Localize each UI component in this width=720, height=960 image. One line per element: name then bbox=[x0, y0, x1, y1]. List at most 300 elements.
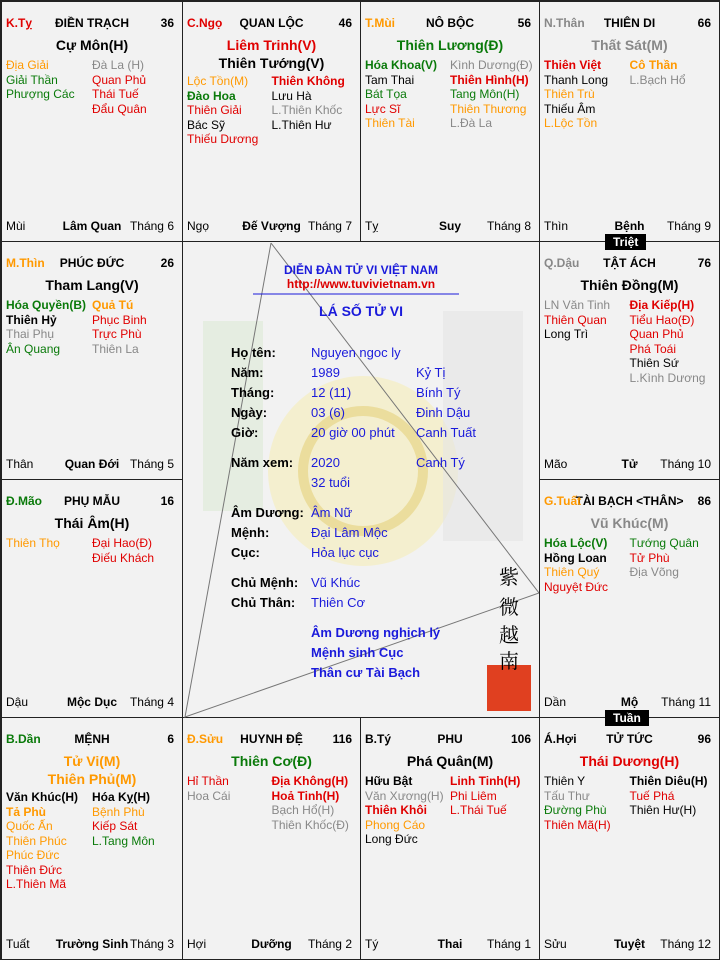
info-row bbox=[231, 475, 531, 491]
palace-cell[interactable] bbox=[182, 1, 361, 242]
info-row bbox=[231, 345, 531, 361]
palace-footer bbox=[544, 695, 715, 709]
star-item: Hóa Khoa(V) bbox=[365, 58, 437, 72]
star-item: Đào Hoa bbox=[187, 88, 236, 103]
palace-header bbox=[544, 256, 715, 272]
triet-tag: Triệt bbox=[605, 234, 646, 250]
palace-footer bbox=[187, 219, 356, 233]
palace-cell[interactable] bbox=[1, 241, 183, 480]
star-item: Đại Hao(Đ) bbox=[92, 536, 153, 550]
star-item: Thai Phụ bbox=[6, 327, 55, 341]
main-star: Thái Dương(H) bbox=[579, 753, 680, 769]
palace-month: Tháng 6 bbox=[129, 219, 174, 233]
info-value: 1989 bbox=[311, 365, 340, 380]
palace-header bbox=[187, 732, 356, 748]
palace-cell[interactable] bbox=[360, 717, 540, 960]
minor-stars-right bbox=[630, 774, 716, 818]
info-label: Giờ: bbox=[231, 425, 259, 440]
star-item: Thiên Thương bbox=[450, 101, 527, 116]
info-value-2: Canh Tuất bbox=[416, 425, 476, 440]
main-stars bbox=[540, 752, 719, 770]
star-item: Hoả Tinh(H) bbox=[271, 788, 340, 803]
star-item: Thiếu Âm bbox=[544, 101, 596, 116]
star-item: Thiên Khốc(Đ) bbox=[271, 817, 349, 832]
star-item: Thiên La bbox=[92, 341, 139, 356]
info-row bbox=[231, 425, 531, 441]
palace-cell[interactable] bbox=[539, 717, 720, 960]
main-star: Thiên Cơ(Đ) bbox=[231, 753, 312, 769]
life-stage: Mộc Dục bbox=[66, 695, 117, 709]
info-value: 12 (11) bbox=[311, 385, 352, 400]
palace-footer bbox=[365, 219, 535, 233]
minor-stars-left bbox=[544, 58, 630, 131]
star-item: Thiên Diêu(H) bbox=[629, 774, 708, 788]
info-value: Âm Nữ bbox=[311, 505, 353, 520]
star-item: Phong Cáo bbox=[365, 817, 426, 832]
star-item: Ân Quang bbox=[6, 341, 61, 356]
main-star: Cự Môn(H) bbox=[55, 37, 129, 53]
info-label: Chủ Thân: bbox=[231, 595, 296, 610]
palace-branch: Thân bbox=[6, 457, 34, 471]
info-label: Năm: bbox=[231, 365, 264, 380]
minor-stars-left bbox=[187, 74, 272, 147]
palace-header bbox=[544, 732, 715, 748]
minor-stars-left bbox=[6, 58, 92, 102]
info-value: 03 (6) bbox=[311, 405, 345, 420]
star-item: Thiên Sứ bbox=[629, 356, 679, 370]
palace-cell[interactable] bbox=[182, 717, 361, 960]
palace-name: TẬT ÁCH bbox=[603, 256, 656, 270]
palace-stem: B.Dần bbox=[6, 732, 41, 746]
minor-stars-left bbox=[365, 774, 450, 847]
seal-character: 微 bbox=[499, 595, 519, 619]
palace-footer bbox=[187, 937, 356, 951]
palace-stem: Q.Dậu bbox=[544, 256, 580, 270]
info-row bbox=[231, 405, 531, 421]
minor-stars-left bbox=[6, 790, 92, 892]
minor-stars-right bbox=[272, 774, 357, 832]
palace-number: 36 bbox=[160, 16, 174, 30]
minor-stars-left bbox=[544, 298, 630, 342]
minor-stars-left bbox=[6, 536, 92, 551]
palace-month: Tháng 4 bbox=[129, 695, 174, 709]
star-item: Địa Không(H) bbox=[271, 774, 349, 788]
minor-stars-right bbox=[92, 298, 178, 356]
star-item: Thiên Trù bbox=[544, 87, 595, 101]
main-stars bbox=[540, 276, 719, 294]
star-item: L.Thái Tuế bbox=[450, 803, 507, 817]
palace-number: 106 bbox=[510, 732, 531, 746]
palace-month: Tháng 12 bbox=[660, 937, 711, 951]
palace-cell[interactable] bbox=[1, 479, 183, 718]
main-star: Thiên Phủ(M) bbox=[47, 771, 137, 787]
info-row bbox=[231, 505, 531, 521]
star-item: Thiên Tài bbox=[365, 116, 415, 130]
main-star: Tham Lang(V) bbox=[45, 277, 139, 293]
seal-character: 紫 bbox=[499, 565, 519, 589]
info-value: Nguyen ngoc ly bbox=[311, 345, 401, 360]
palace-stem: K.Tỵ bbox=[6, 16, 33, 30]
info-value: Thiên Cơ bbox=[311, 595, 366, 610]
minor-stars-right bbox=[272, 74, 357, 132]
star-item: Nguyệt Đức bbox=[544, 579, 609, 594]
star-item: Thiên Không bbox=[271, 74, 345, 88]
palace-name: PHỤ MẪU bbox=[64, 494, 120, 508]
palace-name: THIÊN DI bbox=[603, 16, 656, 30]
info-label: Âm Dương: bbox=[231, 505, 304, 520]
palace-cell[interactable] bbox=[539, 1, 720, 242]
minor-stars-left bbox=[544, 536, 630, 594]
star-item: L.Kình Dương bbox=[629, 370, 706, 385]
info-label: Mệnh: bbox=[231, 525, 270, 540]
info-value-2: Bính Tý bbox=[416, 385, 461, 400]
star-item: Thiên Mã(H) bbox=[544, 817, 611, 832]
star-item: Thanh Long bbox=[544, 72, 609, 87]
minor-stars-left bbox=[544, 774, 630, 832]
star-item: Trực Phù bbox=[92, 327, 142, 341]
palace-month: Tháng 10 bbox=[660, 457, 711, 471]
info-row bbox=[231, 385, 531, 401]
star-item: Địa Kiếp(H) bbox=[629, 298, 695, 312]
palace-month: Tháng 1 bbox=[486, 937, 531, 951]
star-item: Lộc Tồn(M) bbox=[187, 74, 249, 88]
star-item: Tiểu Hao(Đ) bbox=[629, 312, 695, 327]
info-row bbox=[231, 595, 531, 611]
star-item: Tả Phù bbox=[6, 804, 47, 819]
star-item: L.Thiên Hư bbox=[271, 117, 332, 132]
minor-stars-right bbox=[450, 774, 535, 818]
palace-footer bbox=[6, 937, 178, 951]
palace-month: Tháng 11 bbox=[661, 695, 711, 709]
palace-name: PHU bbox=[437, 732, 463, 746]
palace-month: Tháng 2 bbox=[307, 937, 352, 951]
main-star: Vũ Khúc(M) bbox=[590, 515, 669, 531]
palace-stem: Á.Hợi bbox=[544, 732, 577, 746]
palace-number: 26 bbox=[160, 256, 174, 270]
star-item: L.Bạch Hổ bbox=[629, 72, 686, 87]
seal-character: 南 bbox=[499, 649, 519, 673]
star-item: Địa Võng bbox=[629, 565, 679, 579]
info-label: Tháng: bbox=[231, 385, 275, 400]
palace-name: HUYNH ĐỆ bbox=[240, 732, 303, 746]
main-star: Thiên Đồng(M) bbox=[580, 277, 679, 293]
palace-footer bbox=[365, 937, 535, 951]
palace-branch: Dần bbox=[544, 695, 567, 709]
star-item: Thái Tuế bbox=[92, 87, 139, 101]
star-item: Thiên Phúc bbox=[6, 833, 67, 848]
palace-number: 16 bbox=[160, 494, 174, 508]
minor-stars-right bbox=[450, 58, 535, 131]
palace-footer bbox=[6, 457, 178, 471]
minor-stars-right bbox=[630, 536, 716, 580]
info-label: Họ tên: bbox=[231, 345, 276, 360]
chart-title: LÁ SỐ TỬ VI bbox=[319, 303, 403, 319]
star-item: Đẩu Quân bbox=[92, 101, 147, 116]
star-item: Thiên Hình(H) bbox=[450, 72, 529, 87]
palace-header bbox=[544, 494, 715, 510]
star-item: Hỉ Thần bbox=[187, 774, 229, 788]
minor-stars-right bbox=[92, 58, 178, 116]
star-item: L.Đà La bbox=[450, 116, 493, 130]
life-stage: Bệnh bbox=[614, 219, 645, 233]
palace-footer bbox=[544, 457, 715, 471]
main-stars bbox=[2, 514, 182, 532]
palace-stem: T.Mùi bbox=[365, 16, 395, 30]
palace-branch: Mùi bbox=[6, 219, 26, 233]
palace-number: 96 bbox=[697, 732, 711, 746]
star-item: Hóa Lộc(V) bbox=[544, 536, 608, 550]
main-stars bbox=[2, 752, 182, 788]
palace-cell[interactable] bbox=[1, 717, 183, 960]
star-item: L.Thiên Khốc bbox=[271, 103, 343, 117]
palace-branch: Tuất bbox=[6, 937, 30, 951]
main-star: Thất Sát(M) bbox=[591, 37, 668, 53]
star-item: Bạch Hổ(H) bbox=[271, 803, 335, 817]
forum-name: DIỄN ĐÀN TỬ VI VIỆT NAM bbox=[284, 263, 438, 277]
forum-url[interactable]: http://www.tuvivietnam.vn bbox=[286, 277, 436, 291]
palace-branch: Tý bbox=[365, 937, 379, 951]
palace-stem: B.Tý bbox=[365, 732, 392, 746]
info-value: 2020 bbox=[311, 455, 340, 470]
palace-footer bbox=[6, 219, 178, 233]
star-item: Thiếu Dương bbox=[187, 132, 259, 146]
star-item: Long Đức bbox=[365, 832, 418, 846]
palace-cell[interactable] bbox=[1, 1, 183, 242]
seal-character: 越 bbox=[499, 623, 519, 647]
star-item: Văn Khúc(H) bbox=[6, 790, 78, 804]
star-item: Phi Liêm bbox=[450, 788, 497, 803]
star-item: Thiên Việt bbox=[544, 58, 602, 72]
info-label: Chủ Mệnh: bbox=[231, 575, 299, 590]
palace-stem: G.Tuất bbox=[544, 494, 582, 508]
star-item: Hồng Loan bbox=[544, 550, 607, 565]
info-value: Hỏa lục cục bbox=[311, 545, 379, 560]
palace-month: Tháng 3 bbox=[129, 937, 174, 951]
palace-footer bbox=[6, 695, 178, 709]
star-item: LN Văn Tinh bbox=[544, 298, 611, 312]
palace-header bbox=[365, 16, 535, 32]
star-item: Kình Dương(Đ) bbox=[450, 58, 533, 72]
main-star: Thái Âm(H) bbox=[54, 515, 130, 531]
palace-month: Tháng 8 bbox=[486, 219, 531, 233]
palace-branch: Ngọ bbox=[187, 219, 210, 233]
star-item: L.Thiên Mã bbox=[6, 877, 67, 891]
main-stars bbox=[540, 514, 719, 532]
main-stars bbox=[2, 36, 182, 54]
life-stage: Thai bbox=[437, 937, 463, 951]
star-item: Thiên Khôi bbox=[365, 803, 427, 817]
palace-month: Tháng 7 bbox=[307, 219, 352, 233]
info-value: 32 tuổi bbox=[311, 475, 351, 490]
star-item: Thiên Hỷ bbox=[6, 312, 57, 327]
palace-number: 86 bbox=[697, 494, 711, 508]
star-item: Địa Giải bbox=[6, 58, 49, 72]
star-item: Tuế Phá bbox=[629, 788, 675, 803]
palace-header bbox=[6, 732, 178, 748]
palace-footer bbox=[544, 219, 715, 233]
info-value: 20 giờ 00 phút bbox=[311, 425, 395, 440]
star-item: Phá Toái bbox=[629, 341, 676, 356]
palace-branch: Dậu bbox=[6, 695, 29, 709]
star-item: Phục Binh bbox=[92, 312, 147, 327]
palace-number: 6 bbox=[167, 732, 174, 746]
star-item: Thiên Thọ bbox=[6, 536, 60, 550]
star-item: Thiên Quan bbox=[544, 312, 607, 327]
life-stage: Tuyệt bbox=[613, 937, 646, 951]
palace-number: 46 bbox=[338, 16, 352, 30]
center-info-panel bbox=[183, 241, 539, 719]
palace-stem: Đ.Sửu bbox=[187, 732, 224, 746]
palace-branch: Thìn bbox=[544, 219, 569, 233]
star-item: Bác Sỹ bbox=[187, 117, 226, 132]
palace-stem: M.Thìn bbox=[6, 256, 45, 270]
info-row bbox=[231, 455, 531, 471]
star-item: Điếu Khách bbox=[92, 550, 155, 565]
star-item: Thiên Y bbox=[544, 774, 586, 788]
main-star: Thiên Lương(Đ) bbox=[396, 37, 504, 53]
star-item: Quốc Ấn bbox=[6, 819, 53, 833]
main-star: Thiên Tướng(V) bbox=[218, 55, 325, 71]
life-stage: Tử bbox=[621, 457, 638, 471]
info-value: Đại Lâm Mộc bbox=[311, 525, 388, 540]
star-item: Tam Thai bbox=[365, 72, 415, 87]
minor-stars-right bbox=[92, 536, 178, 565]
life-stage: Quan Đới bbox=[64, 457, 120, 471]
star-item: Hóa Quyền(B) bbox=[6, 298, 87, 312]
info-value-2: Kỷ Tị bbox=[416, 365, 446, 380]
star-item: Thiên Đức bbox=[6, 862, 63, 877]
palace-stem: N.Thân bbox=[544, 16, 585, 30]
star-item: Giải Thần bbox=[6, 72, 58, 87]
palace-number: 116 bbox=[332, 732, 352, 746]
palace-header bbox=[365, 732, 535, 748]
star-item: Thiên Hư(H) bbox=[629, 803, 697, 817]
palace-header bbox=[544, 16, 715, 32]
palace-stem: C.Ngọ bbox=[187, 16, 223, 30]
chart-note: Âm Dương nghịch lý bbox=[311, 625, 441, 640]
life-stage: Dưỡng bbox=[251, 937, 292, 951]
star-item: Đường Phù bbox=[544, 803, 607, 817]
info-value-2: Canh Tý bbox=[416, 455, 465, 470]
palace-cell[interactable] bbox=[539, 479, 720, 718]
minor-stars-left bbox=[365, 58, 450, 131]
palace-branch: Hợi bbox=[187, 937, 207, 951]
main-stars bbox=[2, 276, 182, 294]
main-stars bbox=[183, 36, 360, 72]
star-item: Văn Xương(H) bbox=[365, 788, 444, 803]
star-item: Quả Tú bbox=[92, 298, 134, 312]
palace-branch: Sửu bbox=[544, 937, 567, 951]
palace-header bbox=[6, 494, 178, 510]
star-item: Tấu Thư bbox=[544, 788, 590, 803]
main-stars bbox=[183, 752, 360, 770]
palace-number: 56 bbox=[517, 16, 531, 30]
star-item: Hữu Bật bbox=[365, 774, 413, 788]
star-item: Bệnh Phù bbox=[92, 804, 145, 819]
main-stars bbox=[361, 36, 539, 54]
star-item: Linh Tinh(H) bbox=[450, 774, 521, 788]
minor-stars-right bbox=[630, 298, 716, 385]
life-stage: Đế Vượng bbox=[242, 219, 301, 233]
life-stage: Mộ bbox=[620, 695, 639, 709]
info-value: Vũ Khúc bbox=[311, 575, 361, 590]
palace-month: Tháng 5 bbox=[129, 457, 174, 471]
palace-name: MỆNH bbox=[74, 732, 110, 746]
palace-branch: Mão bbox=[544, 457, 568, 471]
palace-branch: Tỵ bbox=[365, 219, 379, 233]
palace-name: TỬ TỨC bbox=[606, 732, 653, 746]
info-value-2: Đinh Dậu bbox=[416, 405, 471, 420]
minor-stars-left bbox=[6, 298, 92, 356]
star-item: Hóa Kỵ(H) bbox=[92, 790, 151, 804]
chart-note: Thân cư Tài Bạch bbox=[311, 665, 421, 680]
tuan-tag: Tuần bbox=[605, 710, 649, 726]
star-item: Cô Thần bbox=[629, 58, 678, 72]
star-item: Quan Phủ bbox=[92, 72, 147, 87]
main-star: Phá Quân(M) bbox=[406, 753, 494, 769]
palace-number: 66 bbox=[697, 16, 711, 30]
info-label: Cục: bbox=[231, 545, 260, 560]
palace-header bbox=[6, 256, 178, 272]
palace-cell[interactable] bbox=[539, 241, 720, 480]
palace-cell[interactable] bbox=[360, 1, 540, 242]
star-item: L.Lộc Tồn bbox=[544, 116, 598, 130]
star-item: Hoa Cái bbox=[187, 788, 231, 803]
palace-footer bbox=[544, 937, 715, 951]
star-item: Phúc Đức bbox=[6, 848, 60, 862]
star-item: Lực Sĩ bbox=[365, 101, 401, 116]
star-item: Tướng Quân bbox=[629, 536, 699, 550]
palace-number: 76 bbox=[697, 256, 711, 270]
star-item: L.Tang Môn bbox=[92, 833, 155, 848]
palace-month: Tháng 9 bbox=[666, 219, 711, 233]
palace-name: NÔ BỘC bbox=[426, 16, 474, 30]
info-row bbox=[231, 365, 531, 381]
main-star: Liêm Trinh(V) bbox=[226, 37, 317, 53]
main-stars bbox=[361, 752, 539, 770]
star-item: Bát Tọa bbox=[365, 87, 407, 101]
palace-name: PHÚC ĐỨC bbox=[59, 256, 125, 270]
star-item: Đà La (H) bbox=[92, 58, 145, 72]
minor-stars-left bbox=[187, 774, 272, 803]
main-star: Tử Vi(M) bbox=[63, 753, 121, 769]
life-stage: Trường Sinh bbox=[55, 937, 129, 951]
info-row bbox=[231, 545, 531, 561]
main-stars bbox=[540, 36, 719, 54]
info-row bbox=[231, 525, 531, 541]
minor-stars-right bbox=[630, 58, 716, 87]
life-stage: Lâm Quan bbox=[62, 219, 122, 233]
star-item: Kiếp Sát bbox=[92, 819, 138, 833]
palace-name: ĐIỀN TRẠCH bbox=[55, 16, 129, 30]
info-row bbox=[231, 575, 531, 591]
star-item: Tử Phù bbox=[629, 550, 670, 565]
star-item: Phượng Các bbox=[6, 87, 75, 101]
star-item: Long Trì bbox=[544, 327, 589, 341]
star-item: Thiên Giải bbox=[187, 103, 242, 117]
star-item: Tang Môn(H) bbox=[450, 87, 520, 101]
palace-header bbox=[187, 16, 356, 32]
minor-stars-right bbox=[92, 790, 178, 848]
info-label: Ngày: bbox=[231, 405, 268, 420]
palace-name: TÀI BẠCH <THÂN> bbox=[575, 494, 684, 508]
life-stage: Suy bbox=[438, 219, 461, 233]
palace-name: QUAN LỘC bbox=[239, 16, 304, 30]
star-item: Thiên Quý bbox=[544, 565, 600, 579]
palace-header bbox=[6, 16, 178, 32]
star-item: Quan Phủ bbox=[629, 327, 684, 341]
info-label: Năm xem: bbox=[231, 455, 294, 470]
